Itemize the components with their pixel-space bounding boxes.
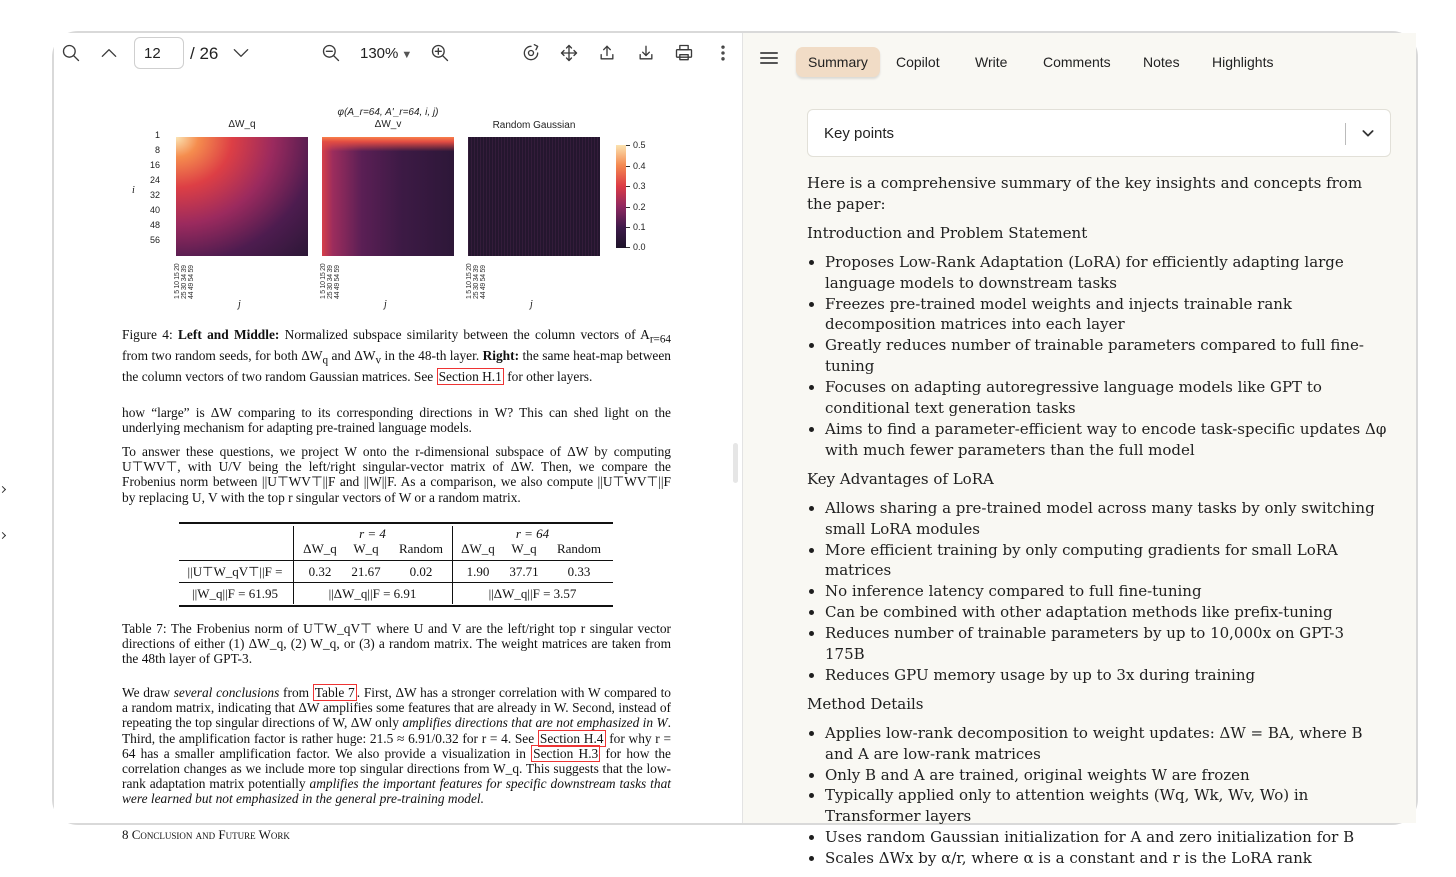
list-item: • Freezes pre-trained model weights and injects trainable rank decomposition matrices into each layer [825,294,1387,336]
tab-summary[interactable]: Summary [796,47,880,77]
table-rule [179,560,613,561]
list-item: • Uses random Gaussian initialization for A and zero initialization for B [825,827,1387,848]
table-caption: Table 7: The Frobenius norm of U⊤W_qV⊤ where U and V are the left/right top r singular vector directions of either (1) ΔW_q, (2) W_q, or (3) a random matrix. The weight matrices are taken from the 48th layer of GPT-3. [122,621,671,667]
table-header: W_q [511,541,537,556]
chevron-down-icon[interactable] [229,41,253,65]
heatmap-title-phi: φ(A_r=64, A'_r=64, i, j) [337,107,439,118]
y-axis-label: i [132,185,135,196]
table-cell: ||ΔW_q||F = 6.91 [328,586,417,601]
heatmap-title-dwv: ΔW_v [374,119,402,130]
pdf-scrollbar[interactable] [733,443,738,483]
caption-text: for other layers. [503,368,593,384]
bullet-list [807,252,1387,461]
list-item: • Can be combined with other adaptation methods like prefix-tuning [825,602,1387,623]
heatmap-title-dwq: ΔW_q [228,119,256,130]
x-axis-label: j [384,299,387,310]
heatmap-dwv [322,137,454,256]
list-item: • Applies low-rank decomposition to weight updates: ΔW = BA, where B and A are low-rank matrices [825,723,1387,765]
table-group-header: r = 4 [359,526,386,541]
assistant-panel [743,33,1416,868]
colorbar-label: 0.5 [633,140,646,150]
tab-highlights[interactable]: Highlights [1212,54,1274,70]
colorbar [616,145,626,248]
table-cell: 0.33 [567,564,591,579]
tab-copilot[interactable]: Copilot [896,54,940,70]
chevron-up-icon[interactable] [97,41,121,65]
table-rule [179,582,613,583]
caption-text: and ΔW [328,347,376,363]
colorbar-label: 0.2 [633,202,646,212]
summary-content [807,173,1387,877]
colorbar-tick [626,186,630,187]
pan-move-icon[interactable] [557,41,581,65]
edge-chevron-icon [0,486,6,493]
para-text: . First, ΔW has a stronger correlation with W compared to a random matrix, indicating that ΔW amplifies some features that are already in W. Second, instead of repeating the top singular directions of W, ΔW only [122,685,672,731]
colorbar-label: 0.4 [633,161,646,171]
pdf-toolbar [54,33,742,75]
select-separator [1345,123,1346,145]
summary-type-select[interactable] [807,109,1391,157]
table-cell: 37.71 [509,564,539,579]
edge-chevron-icon [0,532,6,539]
colorbar-label: 0.3 [633,181,646,191]
zoom-level-value: 130% [360,45,399,62]
caption-text: the same heat-map between the column vectors of two random Gaussian matrices. See [122,347,671,384]
page-total: / 26 [190,44,219,63]
colorbar-label: 0.0 [633,242,646,252]
colorbar-tick [626,166,630,167]
caption-sub: v [375,354,382,367]
list-item: • Reduces number of trainable parameters by up to 10,000x on GPT-3 175B [825,623,1387,665]
list-item: • Typically applied only to attention weights (Wq, Wk, Wv, Wo) in Transformer layers [825,785,1387,827]
search-icon[interactable] [59,41,83,65]
y-tick: 8 [154,145,160,155]
section-heading: Introduction and Problem Statement [807,223,1088,242]
tab-notes[interactable]: Notes [1143,54,1180,70]
x-ticks-dwv: 1 5 10 15 20 25 30 34 39 44 49 54 59 [320,263,341,299]
bullet-list [807,498,1387,686]
hamburger-menu-icon[interactable] [759,49,781,71]
table-cell: 1.90 [466,564,490,579]
zoom-level-select[interactable] [360,45,412,62]
caption-text: Normalized subspace similarity between the column vectors of A [279,327,650,342]
link-section-h1[interactable]: Section H.1 [438,368,502,384]
table-header: Random [398,541,444,556]
y-tick: 16 [149,160,160,170]
tab-comments[interactable]: Comments [1043,54,1111,70]
heatmap-title-random: Random Gaussian [492,120,576,131]
page-number-input[interactable] [134,37,184,69]
print-icon[interactable] [672,41,696,65]
para-text: from [279,685,313,700]
pdf-viewer [54,33,742,842]
colorbar-tick [626,247,630,248]
table-header: ΔW_q [303,541,337,556]
list-item: • Focuses on adapting autoregressive language models like GPT to conditional text generation tasks [825,377,1387,419]
y-tick: 24 [149,175,160,185]
table-group-header: r = 64 [515,526,550,541]
list-item: • Allows sharing a pre-trained model across many tasks by only switching small LoRA modules [825,498,1387,540]
list-item: • No inference latency compared to full fine-tuning [825,581,1387,602]
colorbar-label: 0.1 [633,222,646,232]
download-icon[interactable] [634,41,658,65]
y-tick: 48 [149,220,160,230]
para-italic: amplifies directions that are not emphasized in W [402,715,668,731]
link-section-h4[interactable]: Section H.4 [539,730,604,746]
tab-write[interactable]: Write [975,54,1008,70]
app-window [52,31,1418,868]
colorbar-tick [626,145,630,146]
link-section-h3[interactable]: Section H.3 [533,745,599,761]
table-rule [179,605,613,607]
x-axis-label: j [530,299,533,310]
x-ticks-dwq: 1 5 10 15 20 25 30 34 39 44 49 54 59 [174,263,195,299]
y-tick: 40 [149,205,160,215]
table-cell: 0.32 [308,564,332,579]
chevron-down-icon [1360,125,1376,141]
table-header: ΔW_q [461,541,495,556]
caption-text: Figure 4: [122,327,178,342]
caption-sub: q [322,354,329,367]
list-item: • More efficient training by only computing gradients for small LoRA matrices [825,540,1387,582]
caret-down-icon: ▼ [401,49,413,61]
table-cell: 21.67 [351,564,381,579]
table-cell: 0.02 [409,564,433,579]
paragraph-1: how “large” is ΔW comparing to its corresponding directions in W? This can shed light on the underlying mechanism for adapting pre-trained language models. [122,405,671,436]
paragraph-2: To answer these questions, we project W onto the r-dimensional subspace of ΔW by computing U⊤WV⊤, with U/V being the left/right singular-vector matrix of ΔW. Then, we compare the Frobenius norm between ||U⊤WV⊤||F and ||W||F. As a comparison, we also compute ||U⊤WV⊤||F by replacing U, V with the top r singular vectors of W or a random matrix. [122,444,671,505]
y-tick: 56 [149,235,160,245]
table-cell: ||W_q||F = 61.95 [192,586,278,601]
paragraph-3 [122,685,671,807]
table-header: Random [556,541,602,556]
table-header: W_q [353,541,379,556]
colorbar-tick [626,227,630,228]
list-item: • Only B and A are trained, original weights W are frozen [825,765,1387,786]
heatmap-random-gaussian [468,137,600,256]
para-text: for why r = 64 has a smaller amplification factor. We also provide a visualization in [122,730,672,761]
para-text: . Third, the amplification factor is rather huge: 21.5 ≈ 6.91/0.32 for r = 4. See [122,715,671,746]
section-heading: Method Details [807,694,924,713]
para-text: We draw [122,685,174,700]
figure-4-heatmaps [134,103,674,333]
table-rule [179,522,613,524]
more-options-icon[interactable] [711,41,735,65]
table-cell: ||ΔW_q||F = 3.57 [488,586,577,601]
list-item: • Greatly reduces number of trainable parameters compared to full fine-tuning [825,335,1387,377]
summary-intro: Here is a comprehensive summary of the key insights and concepts from the paper: [807,174,1363,213]
y-tick: 1 [154,130,160,140]
para-text: for how the correlation changes as we include more top singular directions from W_q. This suggests that the low-rank adaptation matrix potentially [122,745,671,792]
list-item: • Proposes Low-Rank Adaptation (LoRA) for efficiently adapting large language models to downstream tasks [825,252,1387,294]
pdf-page [54,75,742,842]
link-table-7[interactable]: Table 7 [314,685,355,700]
rotate-icon[interactable] [519,41,543,65]
para-italic: several conclusions [173,685,280,700]
list-item: • Scales ΔWx by α/r, where α is a constant and r is the LoRA rank [825,848,1387,869]
heatmap-dwq [176,137,308,256]
list-item: • Reduces GPU memory usage by up to 3x during training [825,665,1387,686]
summary-type-value: Key points [824,125,895,142]
panel-tabs [743,33,1416,91]
para-italic: amplifies the important features for specific downstream tasks that were learned but not emphasized in the general pre-training model. [122,776,671,807]
x-axis-label: j [238,299,241,310]
section-heading: Key Advantages of LoRA [807,469,994,488]
caption-text: in the 48-th layer. [381,347,483,363]
x-ticks-random: 1 5 10 15 20 25 30 34 39 44 49 54 59 [466,263,487,299]
list-item: • Aims to find a parameter-efficient way to encode task-specific updates Δφ with much fewer parameters than the full model [825,419,1387,461]
caption-bold: Right: [482,347,520,363]
upload-icon[interactable] [595,41,619,65]
table-row-label: ||U⊤W_qV⊤||F = [187,564,283,579]
caption-bold: Left and Middle: [177,327,280,342]
section-heading: 8 Conclusion and Future Work [122,827,290,842]
caption-sub: r=64 [649,333,671,346]
colorbar-tick [626,207,630,208]
bullet-list [807,723,1387,869]
y-tick: 32 [149,190,160,200]
zoom-in-icon[interactable] [428,41,452,65]
figure-caption [122,327,671,384]
zoom-out-icon[interactable] [319,41,343,65]
caption-text: from two random seeds, for both ΔW [122,347,323,363]
